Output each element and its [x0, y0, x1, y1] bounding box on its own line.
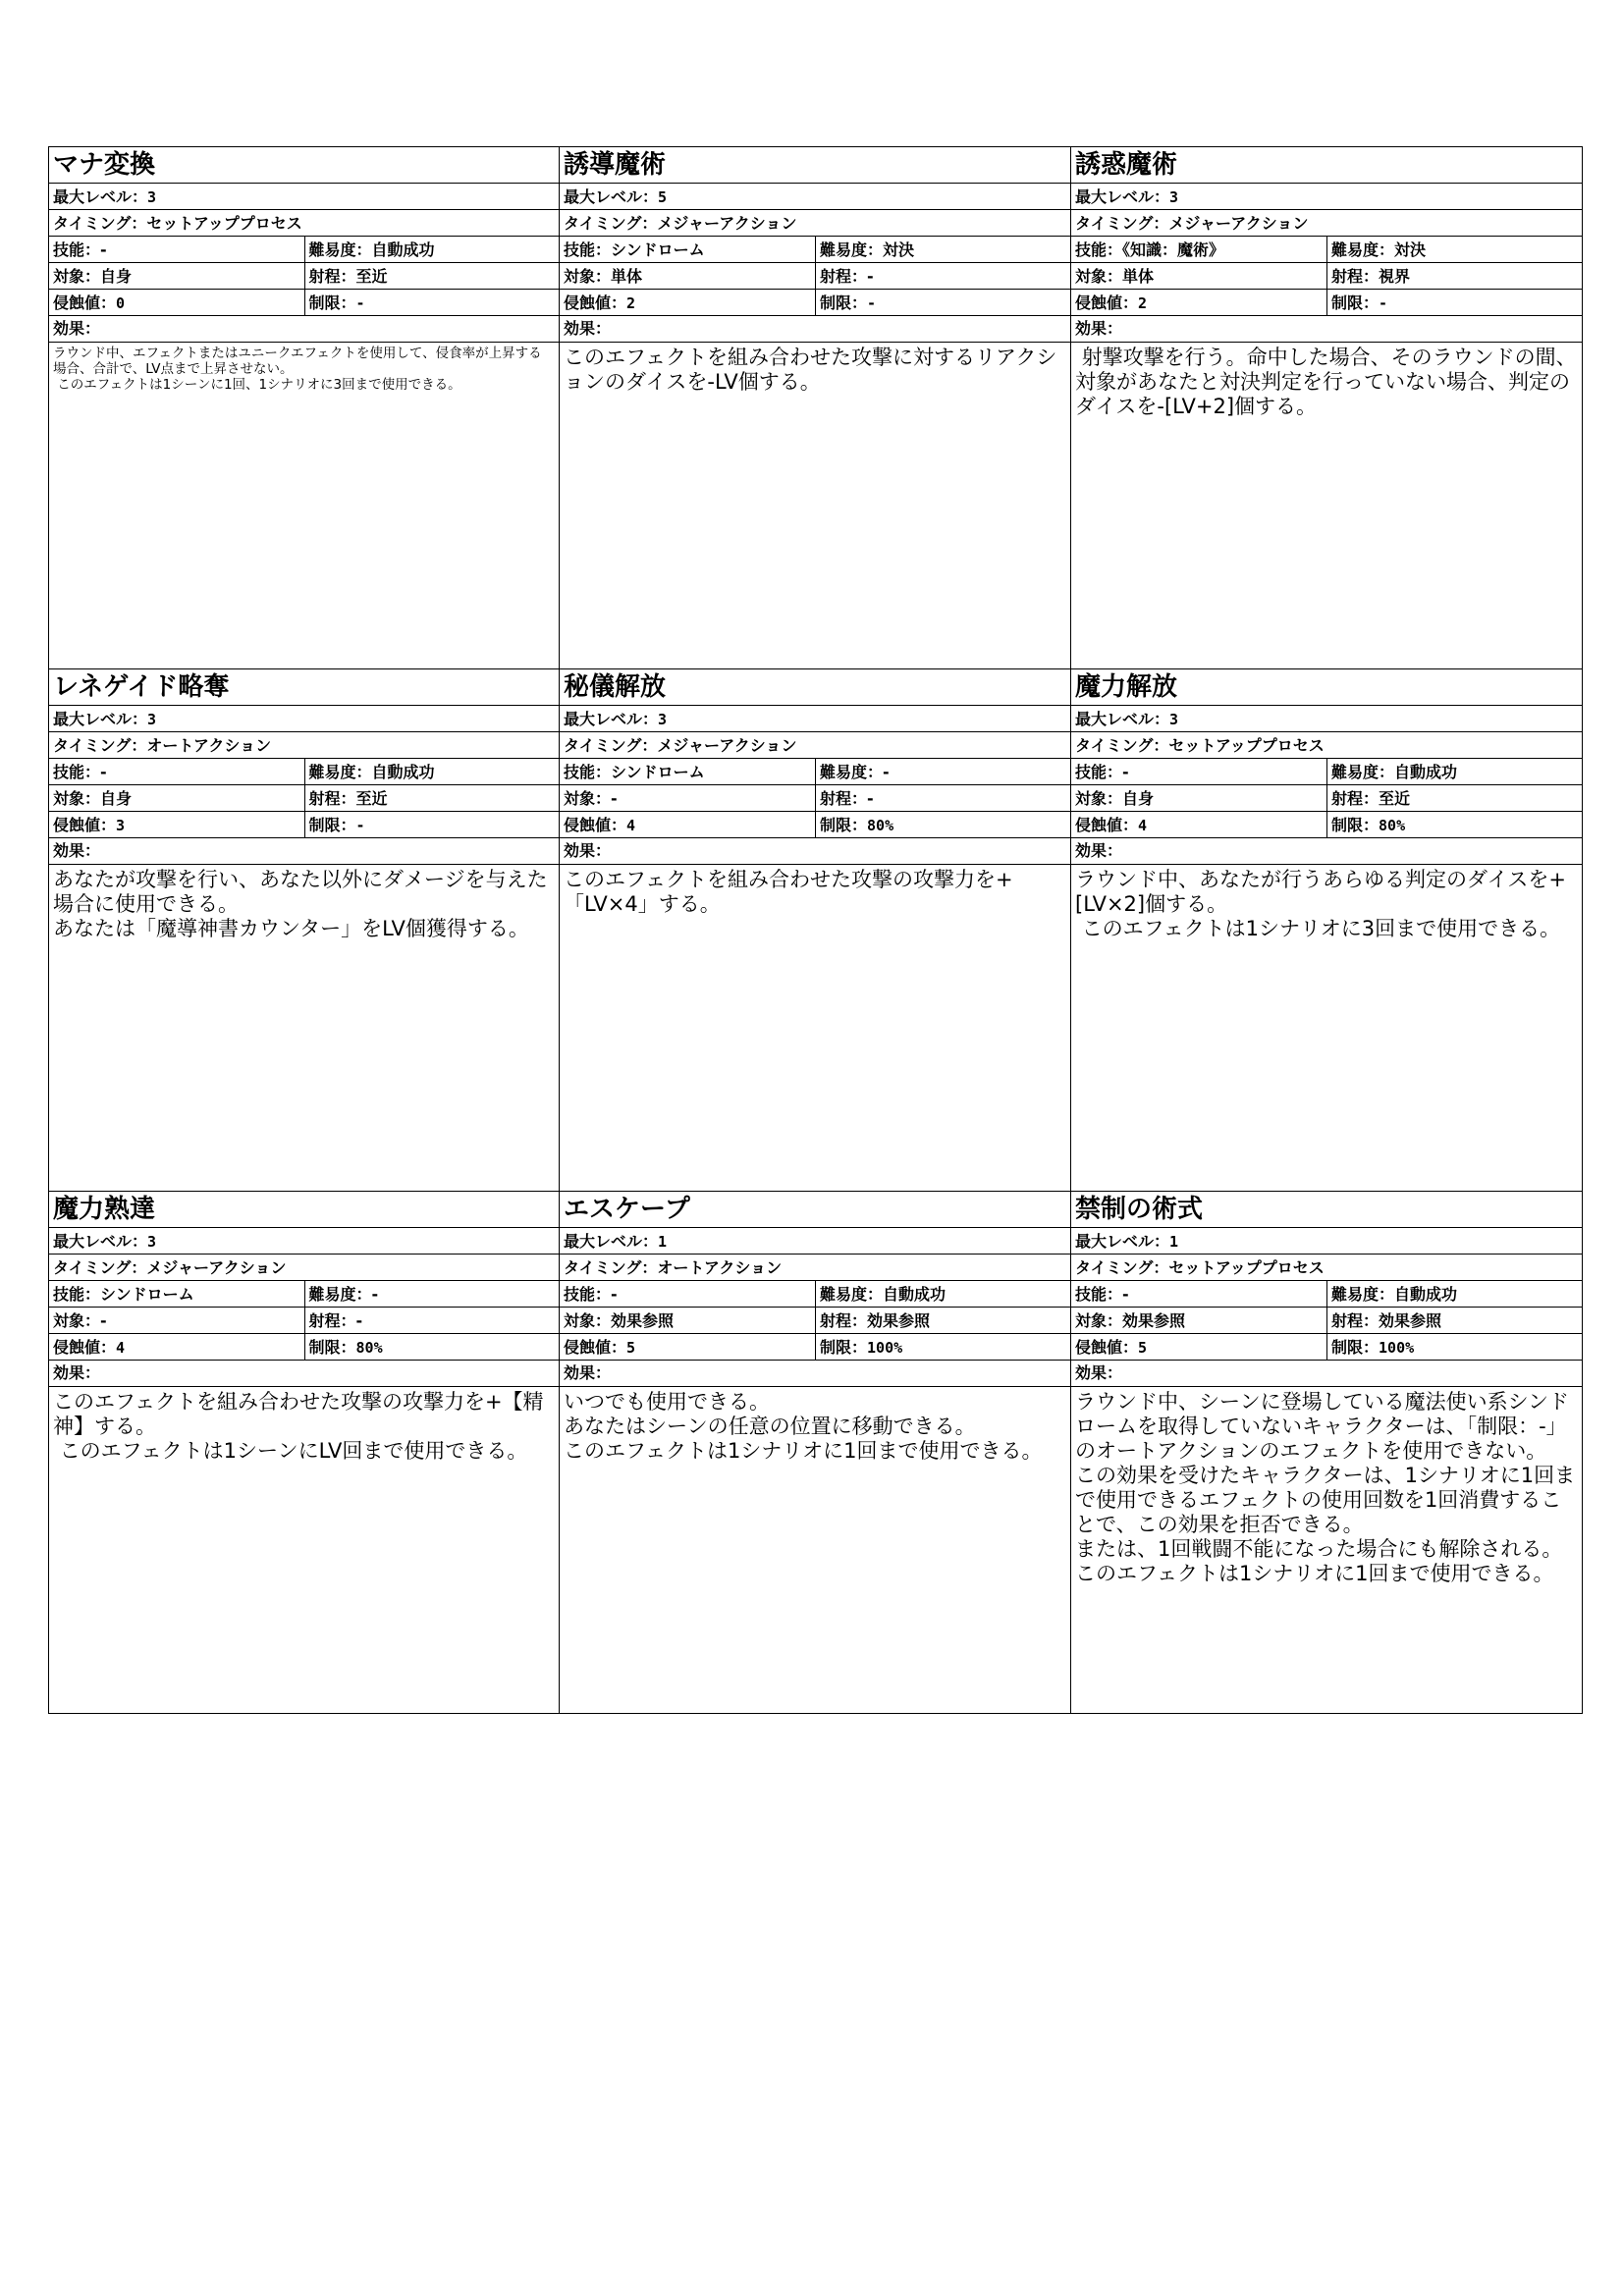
erosion-limit-row — [560, 290, 1070, 316]
effect-text: 射撃攻撃を行う。命中した場合、そのラウンドの間、対象があなたと対決判定を行っていない場合、判定のダイスを-[LV+2]個する。 — [1075, 346, 1577, 418]
range-field: 射程：効果参照 — [815, 1308, 1070, 1333]
difficulty-field: 難易度：自動成功 — [815, 1281, 1070, 1307]
effect-name: 誘導魔術 — [560, 147, 1070, 184]
skill-field: 技能：シンドローム — [53, 1285, 194, 1304]
effect-label: 効果： — [560, 1361, 1070, 1387]
target-range-row — [49, 1308, 559, 1334]
erosion-limit-row — [560, 812, 1070, 838]
target-field: 対象：単体 — [564, 267, 643, 286]
effect-label: 効果： — [49, 838, 559, 865]
max-level-field: 最大レベル：3 — [53, 187, 157, 206]
effect-card — [560, 147, 1071, 669]
timing-row — [560, 210, 1070, 237]
range-field: 射程：至近 — [304, 263, 560, 289]
effect-text: ラウンド中、シーンに登場している魔法使い系シンドロームを取得していないキャラクターは、「制限：-」のオートアクションのエフェクトを使用できない。 この効果を受けたキャラクターは、1シナリオに1回まで使用できるエフェクトの使用回数を1回消費することで、この効果を拒否できる。 または、1回戦闘不能になった場合にも解除される。 このエフェクトは1シナリオに1回まで使用できる。 — [1075, 1390, 1576, 1585]
erosion-field: 侵蝕値：4 — [564, 816, 636, 834]
limit-field: 制限：- — [815, 290, 1070, 315]
timing-field: タイミング：メジャーアクション — [564, 214, 797, 233]
limit-field: 制限：- — [304, 290, 560, 315]
erosion-field: 侵蝕値：2 — [1075, 294, 1148, 312]
skill-difficulty-row — [1071, 1281, 1582, 1308]
target-field: 対象：自身 — [1075, 789, 1155, 808]
effect-card — [49, 1192, 560, 1714]
timing-field: タイミング：セットアッププロセス — [1075, 1258, 1325, 1277]
max-level-field: 最大レベル：3 — [53, 1232, 157, 1251]
erosion-field: 侵蝕値：4 — [1075, 816, 1148, 834]
limit-field: 制限：100% — [815, 1334, 1070, 1360]
erosion-limit-row — [49, 290, 559, 316]
difficulty-field: 難易度：対決 — [1326, 237, 1582, 262]
max-level-field: 最大レベル：3 — [1075, 187, 1179, 206]
skill-field: 技能：- — [53, 240, 107, 259]
skill-difficulty-row — [560, 237, 1070, 263]
effect-label: 効果： — [1071, 1361, 1582, 1387]
max-level-field: 最大レベル：3 — [53, 710, 157, 728]
target-field: 対象：自身 — [53, 267, 133, 286]
difficulty-field: 難易度：- — [815, 759, 1070, 784]
difficulty-field: 難易度：自動成功 — [1326, 759, 1582, 784]
timing-field: タイミング：オートアクション — [53, 736, 272, 755]
target-range-row — [49, 785, 559, 812]
timing-row — [1071, 210, 1582, 237]
limit-field: 制限：80% — [815, 812, 1070, 837]
difficulty-field: 難易度：自動成功 — [304, 237, 560, 262]
erosion-limit-row — [560, 1334, 1070, 1361]
target-field: 対象：自身 — [53, 789, 133, 808]
effect-card — [49, 147, 560, 669]
max-level-row — [560, 706, 1070, 732]
effect-card — [560, 1192, 1071, 1714]
skill-difficulty-row — [49, 237, 559, 263]
effect-label: 効果： — [49, 316, 559, 343]
skill-field: 技能：- — [564, 1285, 618, 1304]
timing-row — [560, 732, 1070, 759]
limit-field: 制限：100% — [1326, 1334, 1582, 1360]
skill-difficulty-row — [1071, 759, 1582, 785]
erosion-limit-row — [49, 812, 559, 838]
effect-name: 魔力解放 — [1071, 669, 1582, 706]
max-level-row — [560, 1228, 1070, 1255]
limit-field: 制限：- — [1326, 290, 1582, 315]
max-level-field: 最大レベル：1 — [1075, 1232, 1179, 1251]
effect-name: 禁制の術式 — [1071, 1192, 1582, 1228]
range-field: 射程：- — [815, 263, 1070, 289]
skill-field: 技能：シンドローム — [564, 763, 705, 781]
effect-card — [49, 669, 560, 1192]
timing-field: タイミング：セットアッププロセス — [1075, 736, 1325, 755]
target-range-row — [49, 263, 559, 290]
timing-field: タイミング：メジャーアクション — [564, 736, 797, 755]
timing-row — [560, 1255, 1070, 1281]
effect-text: このエフェクトを組み合わせた攻撃の攻撃力を+【精神】する。 このエフェクトは1シーンにLV回まで使用できる。 — [53, 1390, 544, 1463]
erosion-field: 侵蝕値：4 — [53, 1338, 126, 1357]
target-field: 対象：単体 — [1075, 267, 1155, 286]
effect-label: 効果： — [49, 1361, 559, 1387]
erosion-limit-row — [1071, 1334, 1582, 1361]
erosion-field: 侵蝕値：2 — [564, 294, 636, 312]
max-level-row — [1071, 184, 1582, 210]
skill-field: 技能：《知識：魔術》 — [1075, 240, 1225, 259]
range-field: 射程：- — [304, 1308, 560, 1333]
target-range-row — [1071, 785, 1582, 812]
effect-text: ラウンド中、あなたが行うあらゆる判定のダイスを+[LV×2]個する。 このエフェクトは1シナリオに3回まで使用できる。 — [1075, 868, 1566, 940]
target-field: 対象：- — [53, 1311, 107, 1330]
timing-field: タイミング：メジャーアクション — [53, 1258, 287, 1277]
effect-label: 効果： — [560, 838, 1070, 865]
max-level-row — [49, 184, 559, 210]
timing-field: タイミング：オートアクション — [564, 1258, 783, 1277]
effect-card-grid — [48, 146, 1583, 1714]
timing-field: タイミング：メジャーアクション — [1075, 214, 1309, 233]
skill-field: 技能：- — [1075, 1285, 1129, 1304]
timing-row — [49, 732, 559, 759]
max-level-field: 最大レベル：5 — [564, 187, 668, 206]
skill-difficulty-row — [49, 759, 559, 785]
range-field: 射程：- — [815, 785, 1070, 811]
max-level-field: 最大レベル：3 — [564, 710, 668, 728]
skill-field: 技能：- — [1075, 763, 1129, 781]
max-level-row — [1071, 1228, 1582, 1255]
max-level-row — [49, 706, 559, 732]
erosion-field: 侵蝕値：0 — [53, 294, 126, 312]
erosion-limit-row — [49, 1334, 559, 1361]
erosion-limit-row — [1071, 290, 1582, 316]
erosion-field: 侵蝕値：3 — [53, 816, 126, 834]
target-field: 対象：効果参照 — [1075, 1311, 1186, 1330]
skill-field: 技能：シンドローム — [564, 240, 705, 259]
skill-difficulty-row — [49, 1281, 559, 1308]
skill-difficulty-row — [560, 1281, 1070, 1308]
effect-name: 魔力熟達 — [49, 1192, 559, 1228]
target-range-row — [560, 1308, 1070, 1334]
target-range-row — [560, 263, 1070, 290]
difficulty-field: 難易度：対決 — [815, 237, 1070, 262]
difficulty-field: 難易度：自動成功 — [1326, 1281, 1582, 1307]
skill-difficulty-row — [560, 759, 1070, 785]
effect-text: このエフェクトを組み合わせた攻撃に対するリアクションのダイスを-LV個する。 — [564, 346, 1057, 394]
max-level-row — [49, 1228, 559, 1255]
limit-field: 制限：80% — [1326, 812, 1582, 837]
effect-label: 効果： — [1071, 838, 1582, 865]
effect-name: 秘儀解放 — [560, 669, 1070, 706]
difficulty-field: 難易度：- — [304, 1281, 560, 1307]
limit-field: 制限：- — [304, 812, 560, 837]
range-field: 射程：視界 — [1326, 263, 1582, 289]
effect-card — [1071, 147, 1583, 669]
effect-label: 効果： — [1071, 316, 1582, 343]
max-level-row — [560, 184, 1070, 210]
target-field: 対象：- — [564, 789, 618, 808]
effect-text: あなたが攻撃を行い、あなた以外にダメージを与えた場合に使用できる。 あなたは「魔導神書カウンター」をLV個獲得する。 — [53, 868, 548, 940]
effect-name: マナ変換 — [49, 147, 559, 184]
erosion-field: 侵蝕値：5 — [564, 1338, 636, 1357]
effect-text: ラウンド中、エフェクトまたはユニークエフェクトを使用して、侵食率が上昇する場合、合計で、LV点まで上昇させない。 このエフェクトは1シーンに1回、1シナリオに3回まで使用できる。 — [53, 346, 542, 393]
timing-row — [49, 210, 559, 237]
range-field: 射程：効果参照 — [1326, 1308, 1582, 1333]
effect-name: レネゲイド略奪 — [49, 669, 559, 706]
effect-label: 効果： — [560, 316, 1070, 343]
target-range-row — [560, 785, 1070, 812]
timing-row — [49, 1255, 559, 1281]
target-range-row — [1071, 263, 1582, 290]
effect-text: このエフェクトを組み合わせた攻撃の攻撃力を+「LV×4」する。 — [564, 868, 1013, 916]
timing-field: タイミング：セットアッププロセス — [53, 214, 302, 233]
effect-card — [1071, 669, 1583, 1192]
effect-name: 誘惑魔術 — [1071, 147, 1582, 184]
skill-difficulty-row — [1071, 237, 1582, 263]
target-field: 対象：効果参照 — [564, 1311, 675, 1330]
max-level-field: 最大レベル：1 — [564, 1232, 668, 1251]
range-field: 射程：至近 — [1326, 785, 1582, 811]
timing-row — [1071, 732, 1582, 759]
skill-field: 技能：- — [53, 763, 107, 781]
range-field: 射程：至近 — [304, 785, 560, 811]
max-level-field: 最大レベル：3 — [1075, 710, 1179, 728]
effect-text: いつでも使用できる。 あなたはシーンの任意の位置に移動できる。 このエフェクトは1シナリオに1回まで使用できる。 — [564, 1390, 1043, 1463]
max-level-row — [1071, 706, 1582, 732]
timing-row — [1071, 1255, 1582, 1281]
effect-name: エスケープ — [560, 1192, 1070, 1228]
erosion-limit-row — [1071, 812, 1582, 838]
erosion-field: 侵蝕値：5 — [1075, 1338, 1148, 1357]
effect-card — [560, 669, 1071, 1192]
target-range-row — [1071, 1308, 1582, 1334]
effect-card — [1071, 1192, 1583, 1714]
limit-field: 制限：80% — [304, 1334, 560, 1360]
difficulty-field: 難易度：自動成功 — [304, 759, 560, 784]
